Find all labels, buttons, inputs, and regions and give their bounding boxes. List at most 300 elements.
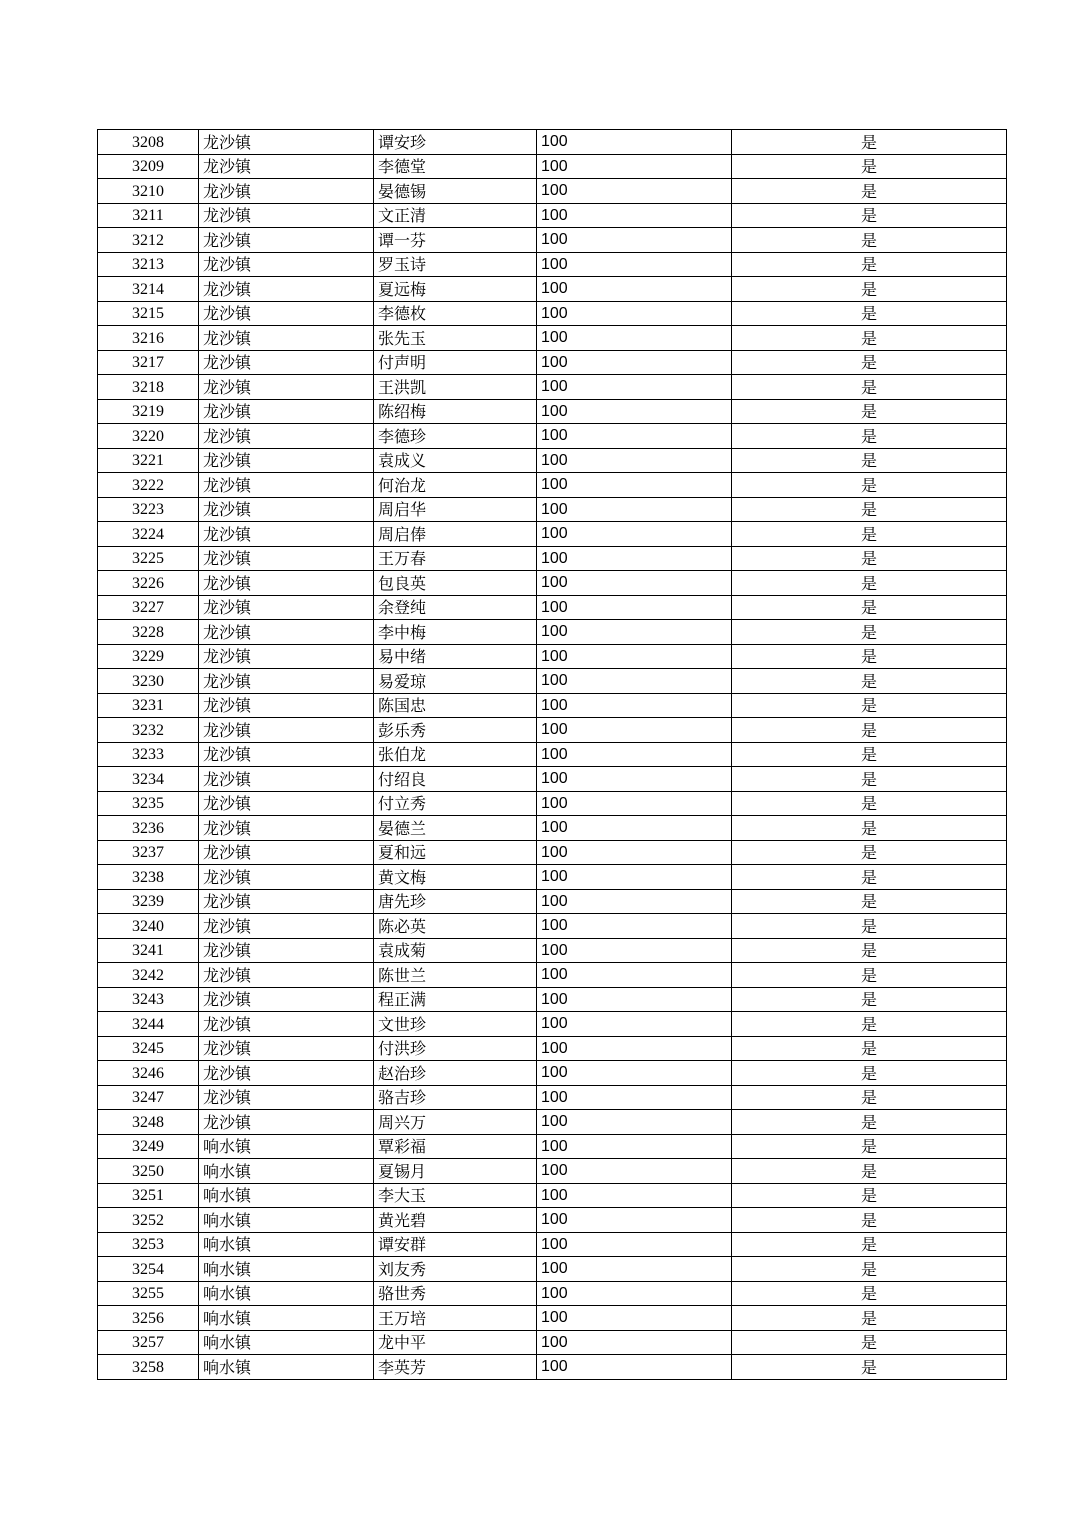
- town-cell: 龙沙镇: [199, 1110, 374, 1135]
- town-cell: 响水镇: [199, 1134, 374, 1159]
- table-row: [98, 497, 1007, 522]
- table-row: [98, 154, 1007, 179]
- row-number-cell: 3209: [98, 154, 199, 179]
- status-cell: 是: [732, 742, 1007, 767]
- row-number-cell: 3219: [98, 399, 199, 424]
- amount-cell: 100: [537, 1306, 732, 1331]
- status-cell: 是: [732, 693, 1007, 718]
- person-name-cell: 夏和远: [374, 840, 537, 865]
- row-number-cell: 3224: [98, 522, 199, 547]
- town-cell: 龙沙镇: [199, 497, 374, 522]
- amount-cell: 100: [537, 1232, 732, 1257]
- status-cell: 是: [732, 620, 1007, 645]
- status-cell: 是: [732, 326, 1007, 351]
- amount-cell: 100: [537, 595, 732, 620]
- table-row: [98, 865, 1007, 890]
- amount-cell: 100: [537, 1134, 732, 1159]
- amount-cell: 100: [537, 252, 732, 277]
- person-name-cell: 晏德锡: [374, 179, 537, 204]
- table-row: [98, 571, 1007, 596]
- amount-cell: 100: [537, 130, 732, 155]
- row-number-cell: 3247: [98, 1085, 199, 1110]
- amount-cell: 100: [537, 1355, 732, 1380]
- town-cell: 龙沙镇: [199, 865, 374, 890]
- town-cell: 龙沙镇: [199, 473, 374, 498]
- person-name-cell: 陈国忠: [374, 693, 537, 718]
- status-cell: 是: [732, 1281, 1007, 1306]
- status-cell: 是: [732, 644, 1007, 669]
- amount-cell: 100: [537, 693, 732, 718]
- town-cell: 龙沙镇: [199, 816, 374, 841]
- status-cell: 是: [732, 987, 1007, 1012]
- person-name-cell: 赵治珍: [374, 1061, 537, 1086]
- town-cell: 龙沙镇: [199, 546, 374, 571]
- person-name-cell: 袁成义: [374, 448, 537, 473]
- table-row: [98, 1036, 1007, 1061]
- person-name-cell: 骆吉珍: [374, 1085, 537, 1110]
- person-name-cell: 黄文梅: [374, 865, 537, 890]
- amount-cell: 100: [537, 1330, 732, 1355]
- town-cell: 龙沙镇: [199, 963, 374, 988]
- person-name-cell: 罗玉诗: [374, 252, 537, 277]
- row-number-cell: 3235: [98, 791, 199, 816]
- person-name-cell: 谭安珍: [374, 130, 537, 155]
- amount-cell: 100: [537, 644, 732, 669]
- row-number-cell: 3254: [98, 1257, 199, 1282]
- status-cell: 是: [732, 301, 1007, 326]
- table-row: [98, 963, 1007, 988]
- town-cell: 龙沙镇: [199, 154, 374, 179]
- status-cell: 是: [732, 1110, 1007, 1135]
- table-body: [98, 130, 1007, 1380]
- amount-cell: 100: [537, 399, 732, 424]
- table-row: [98, 1232, 1007, 1257]
- table-row: [98, 1110, 1007, 1135]
- person-name-cell: 陈世兰: [374, 963, 537, 988]
- row-number-cell: 3215: [98, 301, 199, 326]
- amount-cell: 100: [537, 620, 732, 645]
- table-row: [98, 840, 1007, 865]
- amount-cell: 100: [537, 742, 732, 767]
- table-row: [98, 1281, 1007, 1306]
- person-name-cell: 张先玉: [374, 326, 537, 351]
- amount-cell: 100: [537, 669, 732, 694]
- status-cell: 是: [732, 473, 1007, 498]
- row-number-cell: 3237: [98, 840, 199, 865]
- table-row: [98, 1134, 1007, 1159]
- table-row: [98, 693, 1007, 718]
- table-row: [98, 791, 1007, 816]
- town-cell: 龙沙镇: [199, 424, 374, 449]
- town-cell: 龙沙镇: [199, 938, 374, 963]
- amount-cell: 100: [537, 1183, 732, 1208]
- amount-cell: 100: [537, 1257, 732, 1282]
- status-cell: 是: [732, 816, 1007, 841]
- town-cell: 响水镇: [199, 1257, 374, 1282]
- row-number-cell: 3218: [98, 375, 199, 400]
- status-cell: 是: [732, 767, 1007, 792]
- person-name-cell: 谭一芬: [374, 228, 537, 253]
- status-cell: 是: [732, 1330, 1007, 1355]
- person-name-cell: 骆世秀: [374, 1281, 537, 1306]
- table-row: [98, 1085, 1007, 1110]
- town-cell: 响水镇: [199, 1281, 374, 1306]
- status-cell: 是: [732, 1134, 1007, 1159]
- table-row: [98, 1208, 1007, 1233]
- row-number-cell: 3242: [98, 963, 199, 988]
- row-number-cell: 3213: [98, 252, 199, 277]
- table-row: [98, 644, 1007, 669]
- status-cell: 是: [732, 277, 1007, 302]
- status-cell: 是: [732, 1306, 1007, 1331]
- town-cell: 响水镇: [199, 1355, 374, 1380]
- table-row: [98, 179, 1007, 204]
- person-name-cell: 黄光碧: [374, 1208, 537, 1233]
- table-row: [98, 1012, 1007, 1037]
- row-number-cell: 3239: [98, 889, 199, 914]
- table-row: [98, 522, 1007, 547]
- amount-cell: 100: [537, 889, 732, 914]
- person-name-cell: 王万春: [374, 546, 537, 571]
- row-number-cell: 3236: [98, 816, 199, 841]
- person-name-cell: 覃彩福: [374, 1134, 537, 1159]
- amount-cell: 100: [537, 546, 732, 571]
- town-cell: 响水镇: [199, 1208, 374, 1233]
- town-cell: 龙沙镇: [199, 571, 374, 596]
- row-number-cell: 3231: [98, 693, 199, 718]
- status-cell: 是: [732, 938, 1007, 963]
- status-cell: 是: [732, 522, 1007, 547]
- town-cell: 龙沙镇: [199, 595, 374, 620]
- person-name-cell: 文世珍: [374, 1012, 537, 1037]
- amount-cell: 100: [537, 1208, 732, 1233]
- row-number-cell: 3227: [98, 595, 199, 620]
- table-row: [98, 130, 1007, 155]
- amount-cell: 100: [537, 938, 732, 963]
- table-row: [98, 375, 1007, 400]
- table-row: [98, 301, 1007, 326]
- status-cell: 是: [732, 154, 1007, 179]
- status-cell: 是: [732, 546, 1007, 571]
- town-cell: 龙沙镇: [199, 228, 374, 253]
- town-cell: 龙沙镇: [199, 742, 374, 767]
- town-cell: 龙沙镇: [199, 693, 374, 718]
- row-number-cell: 3252: [98, 1208, 199, 1233]
- row-number-cell: 3225: [98, 546, 199, 571]
- person-name-cell: 王万培: [374, 1306, 537, 1331]
- town-cell: 龙沙镇: [199, 252, 374, 277]
- amount-cell: 100: [537, 424, 732, 449]
- status-cell: 是: [732, 228, 1007, 253]
- town-cell: 龙沙镇: [199, 791, 374, 816]
- status-cell: 是: [732, 375, 1007, 400]
- status-cell: 是: [732, 1159, 1007, 1184]
- amount-cell: 100: [537, 473, 732, 498]
- amount-cell: 100: [537, 963, 732, 988]
- table-row: [98, 277, 1007, 302]
- person-name-cell: 周启华: [374, 497, 537, 522]
- person-name-cell: 陈绍梅: [374, 399, 537, 424]
- amount-cell: 100: [537, 154, 732, 179]
- row-number-cell: 3211: [98, 203, 199, 228]
- town-cell: 响水镇: [199, 1159, 374, 1184]
- status-cell: 是: [732, 1036, 1007, 1061]
- row-number-cell: 3251: [98, 1183, 199, 1208]
- row-number-cell: 3249: [98, 1134, 199, 1159]
- row-number-cell: 3246: [98, 1061, 199, 1086]
- amount-cell: 100: [537, 767, 732, 792]
- table-row: [98, 203, 1007, 228]
- table-row: [98, 424, 1007, 449]
- person-name-cell: 李英芳: [374, 1355, 537, 1380]
- town-cell: 响水镇: [199, 1306, 374, 1331]
- table-row: [98, 767, 1007, 792]
- table-row: [98, 1257, 1007, 1282]
- amount-cell: 100: [537, 375, 732, 400]
- status-cell: 是: [732, 963, 1007, 988]
- person-name-cell: 晏德兰: [374, 816, 537, 841]
- town-cell: 响水镇: [199, 1183, 374, 1208]
- status-cell: 是: [732, 130, 1007, 155]
- amount-cell: 100: [537, 1036, 732, 1061]
- row-number-cell: 3250: [98, 1159, 199, 1184]
- row-number-cell: 3230: [98, 669, 199, 694]
- table-row: [98, 1061, 1007, 1086]
- person-name-cell: 李德枚: [374, 301, 537, 326]
- town-cell: 龙沙镇: [199, 1061, 374, 1086]
- person-name-cell: 袁成菊: [374, 938, 537, 963]
- person-name-cell: 谭安群: [374, 1232, 537, 1257]
- table-row: [98, 399, 1007, 424]
- town-cell: 龙沙镇: [199, 277, 374, 302]
- amount-cell: 100: [537, 840, 732, 865]
- row-number-cell: 3256: [98, 1306, 199, 1331]
- table-row: [98, 546, 1007, 571]
- status-cell: 是: [732, 497, 1007, 522]
- person-name-cell: 周启俸: [374, 522, 537, 547]
- status-cell: 是: [732, 424, 1007, 449]
- status-cell: 是: [732, 179, 1007, 204]
- person-name-cell: 易中绪: [374, 644, 537, 669]
- amount-cell: 100: [537, 301, 732, 326]
- town-cell: 龙沙镇: [199, 669, 374, 694]
- table-row: [98, 889, 1007, 914]
- table-row: [98, 669, 1007, 694]
- town-cell: 龙沙镇: [199, 718, 374, 743]
- table-row: [98, 620, 1007, 645]
- status-cell: 是: [732, 1232, 1007, 1257]
- status-cell: 是: [732, 1355, 1007, 1380]
- row-number-cell: 3255: [98, 1281, 199, 1306]
- row-number-cell: 3217: [98, 350, 199, 375]
- town-cell: 龙沙镇: [199, 326, 374, 351]
- row-number-cell: 3244: [98, 1012, 199, 1037]
- status-cell: 是: [732, 1085, 1007, 1110]
- row-number-cell: 3226: [98, 571, 199, 596]
- person-name-cell: 程正满: [374, 987, 537, 1012]
- person-name-cell: 李中梅: [374, 620, 537, 645]
- table-row: [98, 718, 1007, 743]
- status-cell: 是: [732, 889, 1007, 914]
- table-row: [98, 742, 1007, 767]
- status-cell: 是: [732, 1012, 1007, 1037]
- amount-cell: 100: [537, 228, 732, 253]
- amount-cell: 100: [537, 1085, 732, 1110]
- amount-cell: 100: [537, 522, 732, 547]
- row-number-cell: 3257: [98, 1330, 199, 1355]
- amount-cell: 100: [537, 865, 732, 890]
- person-name-cell: 付声明: [374, 350, 537, 375]
- town-cell: 响水镇: [199, 1330, 374, 1355]
- person-name-cell: 王洪凯: [374, 375, 537, 400]
- row-number-cell: 3233: [98, 742, 199, 767]
- row-number-cell: 3245: [98, 1036, 199, 1061]
- amount-cell: 100: [537, 277, 732, 302]
- amount-cell: 100: [537, 497, 732, 522]
- person-name-cell: 何治龙: [374, 473, 537, 498]
- data-table: [97, 129, 1007, 1380]
- row-number-cell: 3240: [98, 914, 199, 939]
- town-cell: 龙沙镇: [199, 1085, 374, 1110]
- row-number-cell: 3223: [98, 497, 199, 522]
- table-row: [98, 1306, 1007, 1331]
- table-row: [98, 448, 1007, 473]
- amount-cell: 100: [537, 203, 732, 228]
- town-cell: 龙沙镇: [199, 179, 374, 204]
- status-cell: 是: [732, 252, 1007, 277]
- town-cell: 龙沙镇: [199, 448, 374, 473]
- status-cell: 是: [732, 1061, 1007, 1086]
- status-cell: 是: [732, 1257, 1007, 1282]
- row-number-cell: 3248: [98, 1110, 199, 1135]
- town-cell: 龙沙镇: [199, 889, 374, 914]
- amount-cell: 100: [537, 571, 732, 596]
- person-name-cell: 易爱琼: [374, 669, 537, 694]
- town-cell: 响水镇: [199, 1232, 374, 1257]
- town-cell: 龙沙镇: [199, 840, 374, 865]
- status-cell: 是: [732, 448, 1007, 473]
- table-row: [98, 914, 1007, 939]
- status-cell: 是: [732, 1208, 1007, 1233]
- town-cell: 龙沙镇: [199, 399, 374, 424]
- row-number-cell: 3232: [98, 718, 199, 743]
- amount-cell: 100: [537, 1281, 732, 1306]
- amount-cell: 100: [537, 791, 732, 816]
- person-name-cell: 李德珍: [374, 424, 537, 449]
- table-row: [98, 595, 1007, 620]
- amount-cell: 100: [537, 1159, 732, 1184]
- status-cell: 是: [732, 350, 1007, 375]
- table-row: [98, 1159, 1007, 1184]
- status-cell: 是: [732, 571, 1007, 596]
- amount-cell: 100: [537, 914, 732, 939]
- person-name-cell: 龙中平: [374, 1330, 537, 1355]
- status-cell: 是: [732, 914, 1007, 939]
- person-name-cell: 余登纯: [374, 595, 537, 620]
- amount-cell: 100: [537, 448, 732, 473]
- person-name-cell: 李德堂: [374, 154, 537, 179]
- row-number-cell: 3234: [98, 767, 199, 792]
- row-number-cell: 3220: [98, 424, 199, 449]
- person-name-cell: 夏锡月: [374, 1159, 537, 1184]
- status-cell: 是: [732, 669, 1007, 694]
- person-name-cell: 夏远梅: [374, 277, 537, 302]
- row-number-cell: 3238: [98, 865, 199, 890]
- row-number-cell: 3241: [98, 938, 199, 963]
- person-name-cell: 彭乐秀: [374, 718, 537, 743]
- amount-cell: 100: [537, 987, 732, 1012]
- table-row: [98, 473, 1007, 498]
- row-number-cell: 3228: [98, 620, 199, 645]
- row-number-cell: 3210: [98, 179, 199, 204]
- table-row: [98, 228, 1007, 253]
- town-cell: 龙沙镇: [199, 1012, 374, 1037]
- status-cell: 是: [732, 865, 1007, 890]
- status-cell: 是: [732, 1183, 1007, 1208]
- person-name-cell: 周兴万: [374, 1110, 537, 1135]
- row-number-cell: 3222: [98, 473, 199, 498]
- town-cell: 龙沙镇: [199, 130, 374, 155]
- town-cell: 龙沙镇: [199, 1036, 374, 1061]
- town-cell: 龙沙镇: [199, 644, 374, 669]
- row-number-cell: 3208: [98, 130, 199, 155]
- status-cell: 是: [732, 203, 1007, 228]
- table-row: [98, 252, 1007, 277]
- row-number-cell: 3253: [98, 1232, 199, 1257]
- person-name-cell: 刘友秀: [374, 1257, 537, 1282]
- person-name-cell: 付立秀: [374, 791, 537, 816]
- town-cell: 龙沙镇: [199, 620, 374, 645]
- amount-cell: 100: [537, 718, 732, 743]
- town-cell: 龙沙镇: [199, 522, 374, 547]
- table-row: [98, 1183, 1007, 1208]
- amount-cell: 100: [537, 326, 732, 351]
- amount-cell: 100: [537, 179, 732, 204]
- town-cell: 龙沙镇: [199, 375, 374, 400]
- amount-cell: 100: [537, 1061, 732, 1086]
- row-number-cell: 3243: [98, 987, 199, 1012]
- town-cell: 龙沙镇: [199, 987, 374, 1012]
- town-cell: 龙沙镇: [199, 914, 374, 939]
- person-name-cell: 文正清: [374, 203, 537, 228]
- status-cell: 是: [732, 840, 1007, 865]
- amount-cell: 100: [537, 350, 732, 375]
- person-name-cell: 陈必英: [374, 914, 537, 939]
- row-number-cell: 3221: [98, 448, 199, 473]
- town-cell: 龙沙镇: [199, 767, 374, 792]
- person-name-cell: 付洪珍: [374, 1036, 537, 1061]
- table-row: [98, 816, 1007, 841]
- table-row: [98, 938, 1007, 963]
- person-name-cell: 张伯龙: [374, 742, 537, 767]
- town-cell: 龙沙镇: [199, 350, 374, 375]
- row-number-cell: 3258: [98, 1355, 199, 1380]
- table-row: [98, 987, 1007, 1012]
- person-name-cell: 唐先珍: [374, 889, 537, 914]
- amount-cell: 100: [537, 1012, 732, 1037]
- amount-cell: 100: [537, 1110, 732, 1135]
- table-row: [98, 350, 1007, 375]
- status-cell: 是: [732, 718, 1007, 743]
- row-number-cell: 3214: [98, 277, 199, 302]
- table-row: [98, 326, 1007, 351]
- status-cell: 是: [732, 595, 1007, 620]
- person-name-cell: 李大玉: [374, 1183, 537, 1208]
- row-number-cell: 3212: [98, 228, 199, 253]
- town-cell: 龙沙镇: [199, 203, 374, 228]
- amount-cell: 100: [537, 816, 732, 841]
- row-number-cell: 3216: [98, 326, 199, 351]
